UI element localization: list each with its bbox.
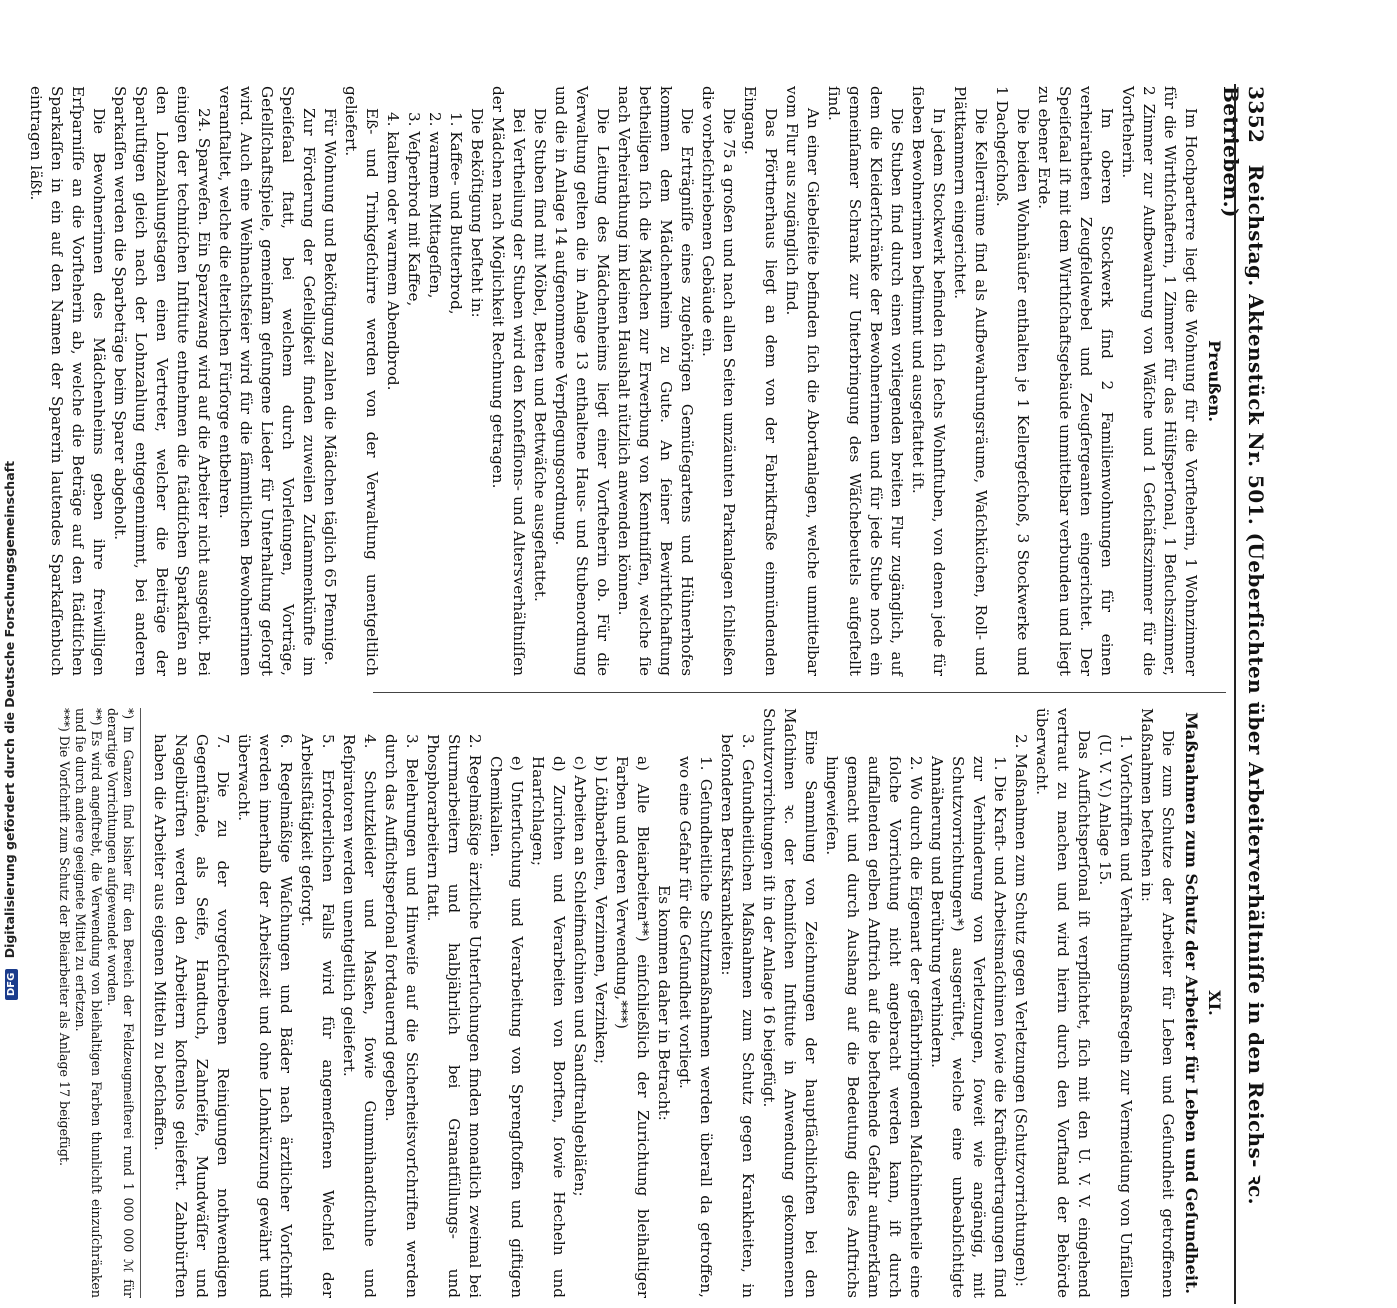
section-number: XI. xyxy=(1205,990,1224,1016)
paragraph: Die Bewohnerinnen des Mädchenheims geben ihre freiwilligen Erſparniſſe an die Vorſteherin ab, welche die Beträge auf den ſtädtiſchen Sparkaſſen in ein auf den Namen der Sparerin lautendes Sparkaſſenbuch eintragen läßt. xyxy=(27,86,108,676)
meal-item: 3. Veſperbrod mit Kaffee, xyxy=(405,112,423,307)
list-item: 2. Wo durch die Eigenart der gefährbringenden Maſchinentheile eine ſolche Vorrichtung nicht angebracht werden kann, iſt durch auffallenden gelben Anſtrich auf die beſtehende Gefahr aufmerkſam gemacht und durch Aushang auf die Bedeutung dieſes Anſtrichs hingewieſen. xyxy=(823,756,925,1298)
list-item: 1. Die Kraft- und Arbeitsmaſchinen ſowie die Kraftübertragungen ſind zur Verhinderung von Verletzungen, ſoweit wie angängig, mit Schutzvorrichtungen*) ausgerüſtet, welche eine unbeabſichtigte Annäherung und Berührung verhindern. xyxy=(928,756,1009,1298)
paragraph-savings: 24. Sparweſen. Ein Sparzwang wird auf die Arbeiter nicht ausgeübt. Bei einigen der techniſchen Inſtitute entnehmen die ſtädtiſchen Sparkaſſen an den Lohnzahlungstagen einen Vertreter, welcher die Beiträge der Sparluſtigen gleich nach der Lohnzahlung entgegennimmt, bei anderen Sparkaſſen werden die Sparbeträge beim Sparer abgeholt. xyxy=(111,86,213,676)
paragraph: Die Beköſtigung beſteht in: xyxy=(468,108,486,318)
page-number: 3352 xyxy=(1244,86,1268,144)
paragraph: Das Pförtnerhaus liegt an dem von der Fabrikſtraße einmündenden Eingang. xyxy=(741,86,780,676)
paragraph: Die Stuben ſind mit Möbel, Betten und Bettwäſche ausgeſtattet. xyxy=(531,108,549,602)
paragraph: Die Leitung des Mädchenheims liegt einer Vorſteherin ob. Für die Verwaltung gelten die in Anlage 13 enthaltene Haus- und Stubenordnung und die in Anlage 14 aufgenommene Verpflegungsordnung. xyxy=(552,86,612,676)
numbered-item: 2. Regelmäßige ärztliche Unterſuchungen finden monatlich zweimal bei Sturmarbeitern und halbjährlich bei Granatfüllungs- und Phosphorarbeitern ſtatt. xyxy=(424,734,484,1298)
section-heading-prussia: Preußen. xyxy=(1205,340,1224,422)
paragraph: Im Hochparterre liegt die Wohnung für die Vorſteherin, 1 Wohnzimmer für die Wirthſchafterin, 1 Zimmer für das Hülfsperſonal, 1 Beſuchszimmer, 2 Zimmer zur Aufbewahrung von Wäſche und 1 Geſchäftszimmer für die Vorſteherin. xyxy=(1119,86,1200,676)
numbered-item: 7. Die zu der vorgeſchriebenen Reinigungen nothwendigen Gegenſtände, als Seife, Handtuch, Zahnſeife, Mundwäſſer und Nagelbürſten werden den Arbeitern koſtenlos geliefert. Zahnbürſten haben die Arbeiter aus eigenen Mitteln zu beſchaffen. xyxy=(151,734,232,1298)
digitization-credit xyxy=(2,0,24,1000)
meal-item: 1. Kaffee- und Butterbrod, xyxy=(447,112,465,315)
footnotes xyxy=(56,708,141,1298)
sublist-item: c) Arbeiten an Schleifmaſchinen und Sandſtrahlgebläſen; xyxy=(571,756,589,1197)
paragraph: Das Aufſichtsperſonal iſt verpflichtet, ſich mit den U. V. V. eingehend vertraut zu machen und wird hierin durch den Vorſtand der Behörde überwacht. xyxy=(1033,708,1093,1298)
footnote: *) Im Ganzen ſind bisher für den Bereich der Feldzeugmeiſterei rund 1 000 000 ℳ für derartige Vorrichtungen aufgewendet worden. xyxy=(105,708,136,1298)
footnote: **) Es wird angeſtrebt, die Verwendung von bleihaltigen Farben thunlichſt einzuſchränken und ſie durch andere geeignete Mittel zu erſetzen. xyxy=(73,708,104,1298)
numbered-item: 6. Regelmäßige Waſchungen und Bäder nach ärztlicher Vorſchrift werden innerhalb der Arbeitszeit und ohne Lohnkürzung gewährt und überwacht. xyxy=(235,734,295,1298)
list-item: 1. Geſundheitliche Schutzmaßnahmen werden überall da getroffen, wo eine Gefahr für die Geſundheit vorliegt. xyxy=(676,756,715,1298)
paragraph: Eß- und Trinkgeſchirre werden von der Verwaltung unentgeltlich geliefert. xyxy=(342,86,381,676)
paragraph: Die Stuben ſind durch einen vorliegenden breiten Flur zugänglich, auf dem die Kleiderſchränke der Bewohnerinnen und für jede Stube noch ein gemeinſamer Schrank zur Unterbringung des Wäſchebeutels aufgeſtellt ſind. xyxy=(825,86,906,676)
paragraph: Bei Vertheilung der Stuben wird den Konfeſſions- und Altersverhältniſſen der Mädchen nach Möglichkeit Rechnung getragen. xyxy=(489,86,528,676)
page-title: Reichstag. Aktenstück Nr. 501. (Ueberſichten über Arbeiterverhältniſſe in den Reichs- ꝛc. Betrieben.) xyxy=(1219,86,1268,1206)
column-divider xyxy=(373,692,1226,693)
footnote: ***) Die Vorſchrift zum Schutz der Bleiarbeiter als Anlage 17 beigefügt. xyxy=(57,708,72,1166)
paragraph: Die Erträgniſſe eines zugehörigen Gemüſegartens und Hühnerhofes kommen dem Mädchenheim zu Gute. An ſeiner Bewirthſchaftung betheiligen ſich die Mädchen zur Erwerbung von Kenntniſſen, welche ſie nach Verheirathung im kleinen Haushalt nützlich anwenden können. xyxy=(615,86,696,676)
paragraph: Zur Förderung der Geſelligkeit finden zuweilen Zuſammenkünfte im Speiſeſaal ſtatt, bei welchem durch Vorleſungen, Vorträge, Geſellſchaftsſpiele, gemeinſam geſungene Lieder für Unterhaltung geſorgt wird. Auch eine Weihnachtsfeier wird für die ſämmtlichen Bewohnerinnen veranſtaltet, welche die elterlichen Fürſorge entbehren. xyxy=(216,86,318,676)
digitization-credit-text: Digitalisierung gefördert durch die Deutsche Forschungsgemeinschaft xyxy=(2,460,17,959)
header-rule xyxy=(1234,84,1236,1304)
numbered-list xyxy=(149,708,485,1298)
left-column xyxy=(27,86,1226,676)
page-header xyxy=(1219,86,1270,1302)
meal-item: 4. kaltem oder warmem Abendbrod. xyxy=(384,112,402,391)
left-paragraphs xyxy=(466,86,1201,676)
list-item: 1. Vorſchriften und Verhaltungsmaßregeln zur Vermeidung von Unfällen (U. V. V.) Anlage 15. xyxy=(1096,734,1135,1298)
paragraph: Eine Sammlung von Zeichnungen der hauptſächlichſten bei den Maſchinen ꝛc. der techniſchen Inſtitute in Anwendung gekommenen Schutzvorrichtungen iſt in der Anlage 16 beigefügt. xyxy=(760,708,820,1298)
sublist-item: e) Unterſuchung und Verarbeitung von Sprengſtoffen und giftigen Chemikalien. xyxy=(487,756,526,1298)
numbered-item: 4. Schutzkleider und Masken, ſowie Gummihandſchuhe und Reſpiratoren werden unentgeltlich geliefert. xyxy=(340,734,379,1298)
left-paragraphs-2 xyxy=(25,86,382,676)
paragraph: Die Kellerräume ſind als Aufbewahrungsräume, Waſchküchen, Roll- und Plättkammern eingerichtet. xyxy=(951,86,990,676)
numbered-item: 3. Belehrungen und Hinweiſe auf die Sicherheitsvorſchriften werden durch das Aufſichtsperſonal fortdauernd gegeben. xyxy=(382,734,421,1298)
paragraph: Für Wohnung und Beköſtigung zahlen die Mädchen täglich 65 Pfennige. xyxy=(321,108,339,666)
sublist xyxy=(485,708,653,1298)
paragraph: Die beiden Wohnhäuſer enthalten je 1 Kellergeſchoß, 3 Stockwerke und 1 Dachgeſchoß. xyxy=(993,86,1032,676)
sublist-item: a) Alle Bleiarbeiten**) einſchließlich der Zurichtung bleihaltiger Farben und deren Verwendung,***) xyxy=(613,756,652,1298)
meal-list xyxy=(382,86,466,676)
meal-item: 2. warmem Mittageſſen, xyxy=(426,112,444,299)
section-title: Maßnahmen zum Schutz der Arbeiter für Leben und Geſundheit. xyxy=(1182,712,1201,1294)
paragraph: Es kommen daher in Betracht: xyxy=(655,885,673,1121)
paragraph: Die zum Schutze der Arbeiter für Leben und Geſundheit getroffenen Maßnahmen beſtehen in: xyxy=(1138,708,1177,1298)
paragraph: In jedem Stockwerk befinden ſich ſechs Wohnſtuben, von denen jede für ſieben Bewohnerinnen beſtimmt und ausgeſtattet iſt. xyxy=(909,86,948,676)
numbered-item: 5. Erforderlichen Falls wird für angemeſſenen Wechſel der Arbeitsſtätigkeit geſorgt. xyxy=(298,734,337,1298)
list-item: 2. Maßnahmen zum Schutz gegen Verletzungen (Schutzvorrichtungen): xyxy=(1012,734,1030,1287)
paragraph: An einer Giebelſeite befinden ſich die Abortanlagen, welche unmittelbar vom Flur aus zugänglich ſind. xyxy=(783,86,822,676)
rotated-document-page xyxy=(27,80,1278,1308)
dfg-logo: DFG xyxy=(5,969,18,1000)
right-column xyxy=(57,708,1226,1298)
sublist-item: d) Zurichten und Verarbeiten von Borſten, ſowie Hecheln und Haarſchlagen; xyxy=(529,756,568,1298)
paragraph: Die 75 a großen und nach allen Seiten umzäunten Parkanlagen ſchließen die vorbeſchriebenen Gebäude ein. xyxy=(699,86,738,676)
paragraph: Im oberen Stockwerk ſind 2 Familienwohnungen für einen verheiratheten Zeugfeldwebel und Zeugſergeanten eingerichtet. Der Speiſeſaal iſt mit dem Wirthſchaftsgebäude unmittelbar verbunden und liegt zu ebener Erde. xyxy=(1035,86,1116,676)
list-item: 3. Geſundheitlichen Maßnahmen zum Schutz gegen Krankheiten, in beſonderen Berufskrankheiten: xyxy=(718,734,757,1298)
sublist-item: b) Löthbarbeiten, Verzinnen, Verzinken; xyxy=(592,756,610,1064)
